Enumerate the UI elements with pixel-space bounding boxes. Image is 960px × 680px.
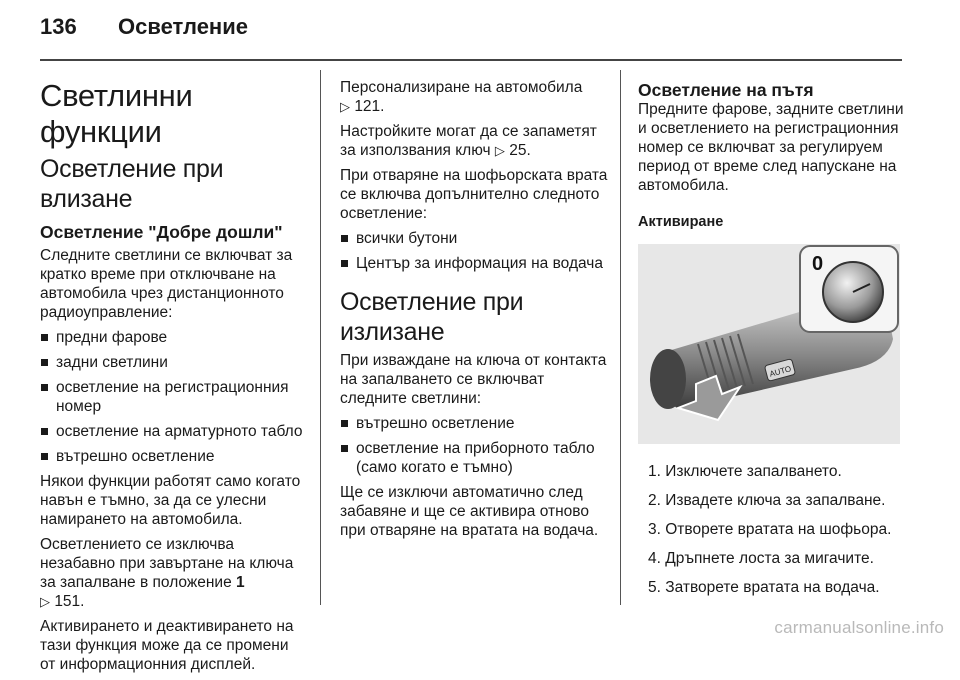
paragraph — [340, 122, 608, 160]
switch-position-label: 0 — [812, 253, 824, 275]
column-divider-2 — [620, 70, 621, 605]
paragraph — [40, 535, 308, 611]
list-item: 4. Дръпнете лоста за мигачите. — [648, 550, 874, 567]
column-1 — [40, 70, 308, 680]
lever-diagram — [638, 244, 900, 444]
list-item: 3. Отворете вратата на шофьора. — [648, 521, 892, 538]
paragraph: Следните светлини се включват за кратко време при отключване на автомобила чрез дистанционното радиоуправление: — [40, 247, 293, 321]
subsection-title-welcome: Осветление "Добре дошли" — [40, 222, 283, 242]
activation-heading: Активиране — [638, 214, 724, 230]
column-3 — [638, 70, 906, 607]
list-item: осветление на регистрационния номер — [40, 378, 308, 416]
bullet-list — [340, 414, 608, 477]
steps-list — [638, 462, 906, 597]
paragraph-text: Осветлението се изключва незабавно при завъртане на ключа за запалване в положение — [40, 536, 294, 591]
paragraph: При изваждане на ключа от контакта на запалването се включват следните светлини: — [340, 352, 607, 407]
list-item: осветление на арматурното табло — [40, 422, 308, 441]
page-header: Осветление — [118, 14, 248, 39]
list-item: вътрешно осветление — [340, 414, 608, 433]
paragraph-text: Настройките могат да се запаметят за използвания ключ — [340, 123, 597, 159]
paragraph-text: Персонализиране на автомобила — [340, 79, 583, 96]
chapter-title: Светлинни функции — [40, 78, 193, 149]
key-position: 1 — [236, 574, 245, 591]
list-item: 2. Извадете ключа за запалване. — [648, 492, 886, 509]
header-rule — [40, 59, 902, 61]
bullet-list — [340, 229, 608, 273]
paragraph: При отваряне на шофьорската врата се включва допълнително следното осветление: — [340, 167, 608, 222]
list-item: задни светлини — [40, 353, 308, 372]
reference-arrow-icon[interactable]: ▷ — [40, 594, 50, 609]
list-item: предни фарове — [40, 328, 308, 347]
list-item: 5. Затворете вратата на водача. — [648, 579, 880, 596]
list-item: 1. Изключете запалването. — [648, 463, 842, 480]
list-item: осветление на приборното табло (само когато е тъмно) — [340, 439, 608, 477]
list-item: Център за информация на водача — [340, 254, 608, 273]
page-reference-link[interactable]: 121. — [354, 98, 385, 115]
turn-signal-lever-illustration — [638, 244, 900, 444]
paragraph: Предните фарове, задните светлини и осветлението на регистрационния номер се включват за регулируем период от време след напускане на автомобила. — [638, 101, 904, 194]
bullet-list — [40, 328, 308, 466]
reference-arrow-icon[interactable]: ▷ — [340, 99, 350, 114]
section-title-exit: Осветление при излизане — [340, 288, 524, 346]
lever-end-cap — [650, 349, 686, 409]
column-divider-1 — [320, 70, 321, 605]
list-item: вътрешно осветление — [40, 447, 308, 466]
reference-arrow-icon[interactable]: ▷ — [494, 143, 505, 158]
page-number: 136 — [40, 14, 77, 39]
page-reference-link[interactable]: 25. — [509, 142, 531, 159]
watermark: carmanualsonline.info — [774, 618, 944, 637]
paragraph: Ще се изключи автоматично след забавяне и ще се активира отново при отваряне на вратата на водача. — [340, 484, 599, 539]
paragraph: Някои функции работят само когато навън е тъмно, за да се улесни намирането на автомобила. — [40, 473, 301, 528]
auto-button-label: AUTO — [768, 364, 793, 379]
column-2 — [340, 70, 608, 546]
page-reference-link[interactable]: 151. — [54, 593, 85, 610]
section-title-entry: Осветление при влизане — [40, 155, 224, 213]
paragraph: Активирането и деактивирането на тази функция може да се промени от информационния дисплей. — [40, 618, 294, 673]
paragraph — [340, 78, 608, 116]
subsection-title-path-lighting: Осветление на пътя — [638, 80, 814, 100]
list-item: всички бутони — [340, 229, 608, 248]
